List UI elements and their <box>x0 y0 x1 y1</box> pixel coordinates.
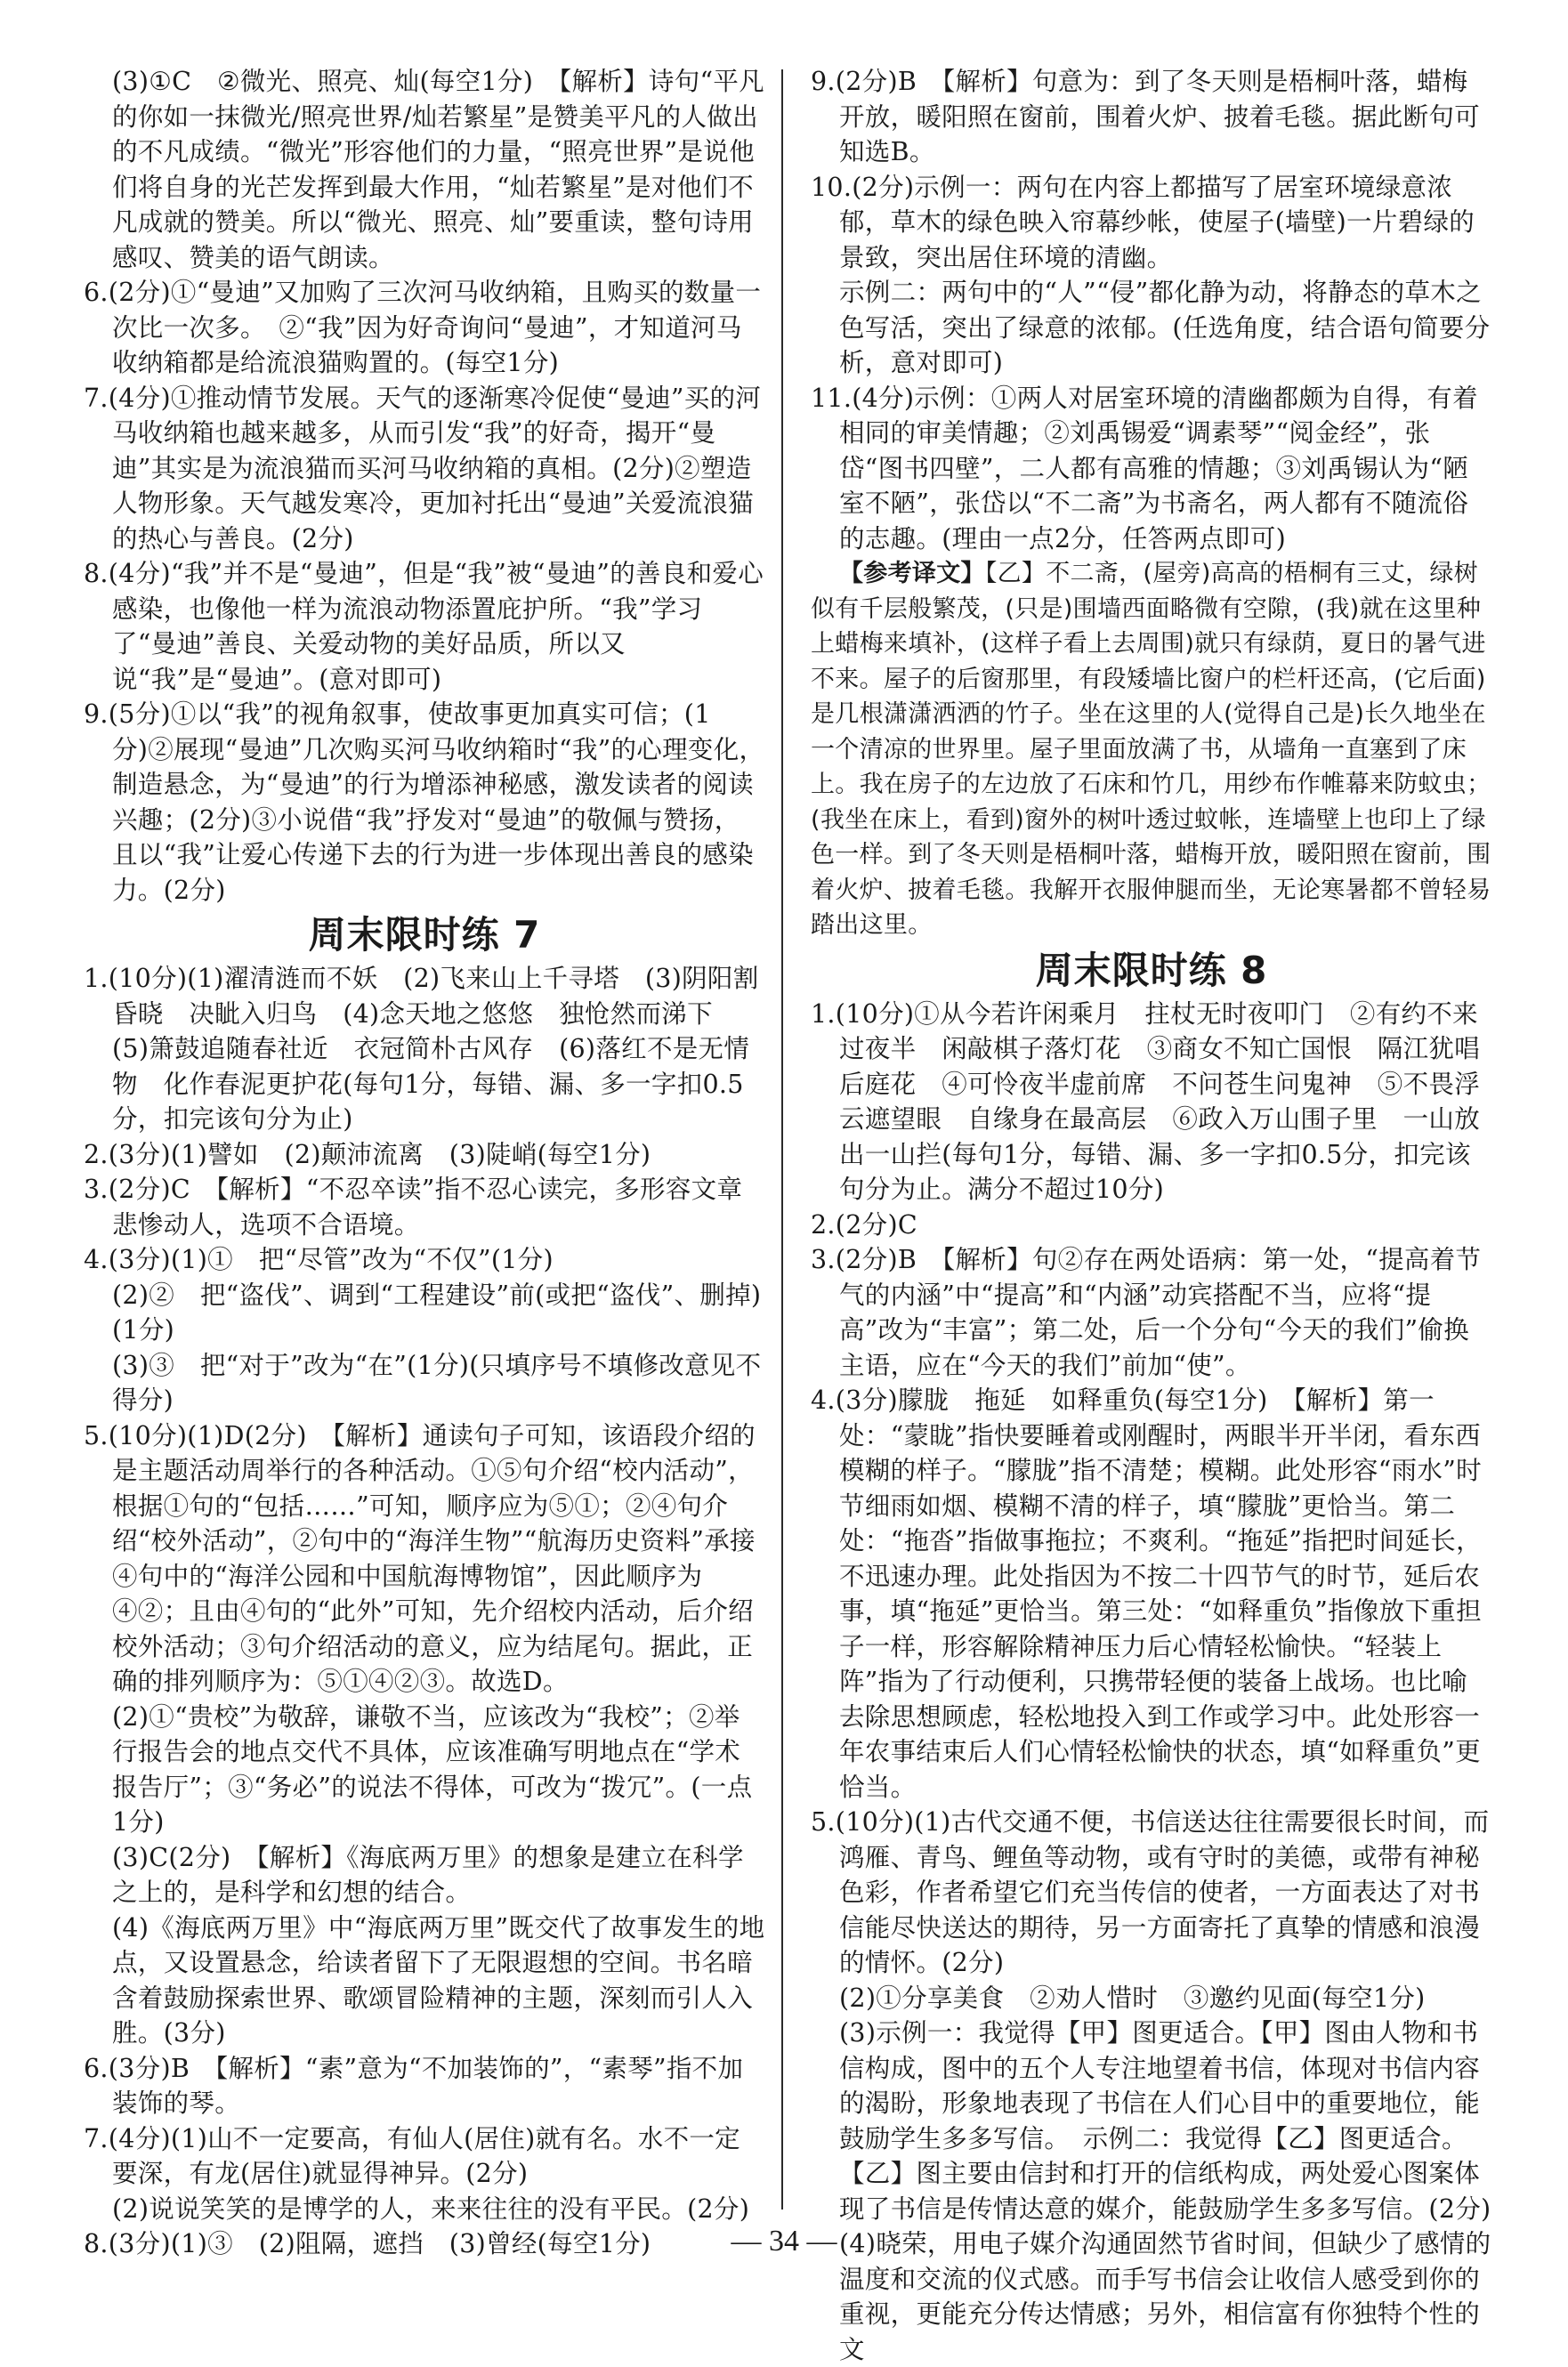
answer-10-example-1: 10.(2分)示例一：两句在内容上都描写了居室环境绿意浓郁，草木的绿色映入帘幕纱帐，使屋子(墙壁)一片碧绿的景致，突出居住环境的清幽。 <box>811 172 1475 272</box>
w7-answer-2: 2.(3分)(1)譬如 (2)颠沛流离 (3)陡峭(每空1分) <box>84 1139 651 1169</box>
answer-9-right: 9.(2分)B 【解析】句意为：到了冬天则是梧桐叶落，蜡梅开放，暖阳照在窗前，围着火炉、披着毛毯。据此断句可知选B。 <box>811 67 1481 166</box>
answer-11: 11.(4分)示例：①两人对居室环境的清幽都颇为自得，有着相同的审美情趣；②刘禹锡爱“调素琴”“阅金经”，张岱“图书四壁”，二人都有高雅的情趣；③刘禹锡认为“陋室不陋”，张岱以“不二斋”为书斋名，两人都有不随流俗的志趣。(理由一点2分，任答两点即可) <box>811 383 1478 553</box>
w8-answer-5-2: (2)①分享美食 ②劝人惜时 ③邀约见面(每空1分) <box>839 1983 1426 2013</box>
w7-answer-4-3: (3)③ 把“对于”改为“在”(1分)(只填序号不填修改意见不得分) <box>112 1350 762 1415</box>
w8-answer-5-4: (4)晓荣，用电子媒介沟通固然节省时间，但缺少了感情的温度和交流的仪式感。而手写书信会让收信人感受到你的重视，更能充分传达情感；另外，相信富有你独特个性的文 <box>839 2229 1491 2364</box>
reference-translation-tag: 【参考译文】 <box>839 560 985 587</box>
w7-answer-3: 3.(2分)C 【解析】“不忍卒读”指不忍心读完，多形容文章悲惨动人，选项不合语境。 <box>84 1175 743 1240</box>
w8-answer-5-3: (3)示例一：我觉得【甲】图更适合。【甲】图由人物和书信构成，图中的五个人专注地望着书信，体现对书信内容的渴盼，形象地表现了书信在人们心目中的重要地位，能鼓励学生多多写信。 示例二：我觉得【乙】图更适合。【乙】图主要由信封和打开的信纸构成，两处爱心图案体现了书信是传情达意的媒介，能鼓励学生多多写信。(2分) <box>839 2018 1491 2224</box>
answer-9: 9.(5分)①以“我”的视角叙事，使故事更加真实可信；(1分)②展现“曼迪”几次购买河马收纳箱时“我”的心理变化，制造悬念，为“曼迪”的行为增添神秘感，激发读者的阅读兴趣；(2分)③小说借“我”抒发对“曼迪”的敬佩与赞扬，且以“我”让爱心传递下去的行为进一步体现出善良的感染力。(2分) <box>84 699 765 905</box>
left-column <box>84 64 765 2262</box>
reference-translation <box>811 556 1492 943</box>
w7-answer-8: 8.(3分)(1)③ (2)阻隔，遮挡 (3)曾经(每空1分) <box>84 2229 651 2258</box>
w8-answer-3: 3.(2分)B 【解析】句②存在两处语病：第一处，“提高着节气的内涵”中“提高”和“内涵”动宾搭配不当，应将“提高”改为“丰富”；第二处，后一个分句“今天的我们”偷换主语，应在“今天的我们”前加“使”。 <box>811 1245 1482 1380</box>
answer-8: 8.(4分)“我”并不是“曼迪”，但是“我”被“曼迪”的善良和爱心感染，也像他一样为流浪动物添置庇护所。“我”学习了“曼迪”善良、关爱动物的美好品质，所以又说“我”是“曼迪”。(意对即可) <box>84 559 764 694</box>
w7-answer-1: 1.(10分)(1)濯清涟而不妖 (2)飞来山上千寻塔 (3)阴阳割昏晓 决眦入归鸟 (4)念天地之悠悠 独怆然而涕下 (5)箫鼓追随春社近 衣冠简朴古风存 (6)落红不是无情物 化作春泥更护花(每句1分，每错、漏、多一字扣0.5分，扣完该句分为止) <box>84 964 759 1134</box>
page-number: — 34 — <box>731 2225 837 2258</box>
reference-translation-text: 【乙】不二斋，(屋旁)高高的梧桐有三丈，绿树似有千层般繁茂，(只是)围墙西面略微有空隙，(我)就在这里种上蜡梅来填补，(这样子看上去周围)就只有绿荫，夏日的暑气进不来。屋子的后窗那里，有段矮墙比窗户的栏杆还高，(它后面)是几根潇潇洒洒的竹子。坐在这里的人(觉得自己是)长久地坐在一个清凉的世界里。屋子里面放满了书，从墙角一直塞到了床上。我在房子的左边放了石床和竹几，用纱布作帷幕来防蚊虫；(我坐在床上，看到)窗外的树叶透过蚊帐，连墙壁上也印上了绿色一样。到了冬天则是梧桐叶落，蜡梅开放，暖阳照在窗前，围着火炉、披着毛毯。我解开衣服伸腿而坐，无论寒暑都不曾轻易踏出这里。 <box>811 560 1491 939</box>
column-divider <box>781 69 783 2209</box>
answer-5-3: (3)①C ②微光、照亮、灿(每空1分) 【解析】诗句“平凡的你如一抹微光/照亮世界/灿若繁星”是赞美平凡的人做出的不凡成绩。“微光”形容他们的力量，“照亮世界”是说他们将自身的光芒发挥到最大作用，“灿若繁星”是对他们不凡成就的赞美。所以“微光、照亮、灿”要重读，整句诗用感叹、赞美的语气朗读。 <box>112 67 764 272</box>
answer-6: 6.(2分)①“曼迪”又加购了三次河马收纳箱，且购买的数量一次比一次多。 ②“我”因为好奇询问“曼迪”，才知道河马收纳箱都是给流浪猫购置的。(每空1分) <box>84 278 762 377</box>
w7-answer-5-3: (3)C(2分) 【解析】《海底两万里》的想象是建立在科学之上的，是科学和幻想的结合。 <box>112 1842 744 1907</box>
w7-answer-6: 6.(3分)B 【解析】“素”意为“不加装饰的”，“素琴”指不加装饰的琴。 <box>84 2053 744 2118</box>
w8-answer-2: 2.(2分)C <box>811 1209 917 1240</box>
w7-answer-5-1: 5.(10分)(1)D(2分) 【解析】通读句子可知，该语段介绍的是主题活动周举行的各种活动。①⑤句介绍“校内活动”，根据①句的“包括……”可知，顺序应为⑤①；②④句介绍“校外活动”，②句中的“海洋生物”“航海历史资料”承接④句中的“海洋公园和中国航海博物馆”，因此顺序为④②；且由④句的“此外”可知，先介绍校内活动，后介绍校外活动；③句介绍活动的意义，应为结尾句。据此，正确的排列顺序为：⑤①④②③。故选D。 <box>84 1420 756 1696</box>
w8-answer-1: 1.(10分)①从今若许闲乘月 拄杖无时夜叩门 ②有约不来过夜半 闲敲棋子落灯花 ③商女不知亡国恨 隔江犹唱后庭花 ④可怜夜半虚前席 不问苍生问鬼神 ⑤不畏浮云遮望眼 自缘身在最高层 ⑥政入万山围子里 一山放出一山拦(每句1分，每错、漏、多一字扣0.5分，扣完该句分为止。满分不超过10分) <box>811 998 1481 1204</box>
w7-answer-5-4: (4)《海底两万里》中“海底两万里”既交代了故事发生的地点，又设置悬念，给读者留下了无限遐想的空间。书名暗含着鼓励探索世界、歌颂冒险精神的主题，深刻而引人入胜。(3分) <box>112 1912 765 2048</box>
w7-answer-5-2: (2)①“贵校”为敬辞，谦敬不当，应该改为“我校”；②举行报告会的地点交代不具体，应该准确写明地点在“学术报告厅”；③“务必”的说法不得体，可改为“拨冗”。(一点1分) <box>112 1701 753 1837</box>
section-title-7: 周末限时练 7 <box>308 913 541 957</box>
right-column <box>811 64 1492 2367</box>
w7-answer-4-2: (2)② 把“盗伐”、调到“工程建设”前(或把“盗伐”、删掉)(1分) <box>112 1280 762 1345</box>
answer-10-example-2: 示例二：两句中的“人”“侵”都化静为动，将静态的草木之色写活，突出了绿意的浓郁。(任选角度，结合语句简要分析，意对即可) <box>839 278 1491 377</box>
w7-answer-4-1: 4.(3分)(1)① 把“尽管”改为“不仅”(1分) <box>84 1245 554 1274</box>
w7-answer-7-2: (2)说说笑笑的是博学的人，来来往往的没有平民。(2分) <box>112 2193 750 2224</box>
section-title-8: 周末限时练 8 <box>1035 948 1268 992</box>
answer-7: 7.(4分)①推动情节发展。天气的逐渐寒冷促使“曼迪”买的河马收纳箱也越来越多，从而引发“我”的好奇，揭开“曼迪”其实是为流浪猫而买河马收纳箱的真相。(2分)②塑造人物形象。天气越发寒冷，更加衬托出“曼迪”关爱流浪猫的热心与善良。(2分) <box>84 383 762 553</box>
w8-answer-4: 4.(3分)朦胧 拖延 如释重负(每空1分) 【解析】第一处：“蒙眬”指快要睡着或刚醒时，两眼半开半闭，看东西模糊的样子。“朦胧”指不清楚；模糊。此处形容“雨水”时节细雨如烟、模糊不清的样子，填“朦胧”更恰当。第二处：“拖沓”指做事拖拉；不爽利。“拖延”指把时间延长，不迅速办理。此处指因为不按二十四节气的时节，延后农事，填“拖延”更恰当。第三处：“如释重负”指像放下重担子一样，形容解除精神压力后心情轻松愉快。“轻装上阵”指为了行动便利，只携带轻便的装备上战场。也比喻去除思想顾虑，轻松地投入到工作或学习中。此处形容一年农事结束后人们心情轻松愉快的状态，填“如释重负”更恰当。 <box>811 1385 1482 1802</box>
w8-answer-5-1: 5.(10分)(1)古代交通不便，书信送达往往需要很长时间，而鸿雁、青鸟、鲤鱼等动物，或有守时的美德，或带有神秘色彩，作者希望它们充当传信的使者，一方面表达了对书信能尽快送达的期待，另一方面寄托了真挚的情感和浪漫的情怀。(2分) <box>811 1807 1490 1977</box>
w7-answer-7-1: 7.(4分)(1)山不一定要高，有仙人(居住)就有名。水不一定要深，有龙(居住)就显得神异。(2分) <box>84 2123 740 2188</box>
